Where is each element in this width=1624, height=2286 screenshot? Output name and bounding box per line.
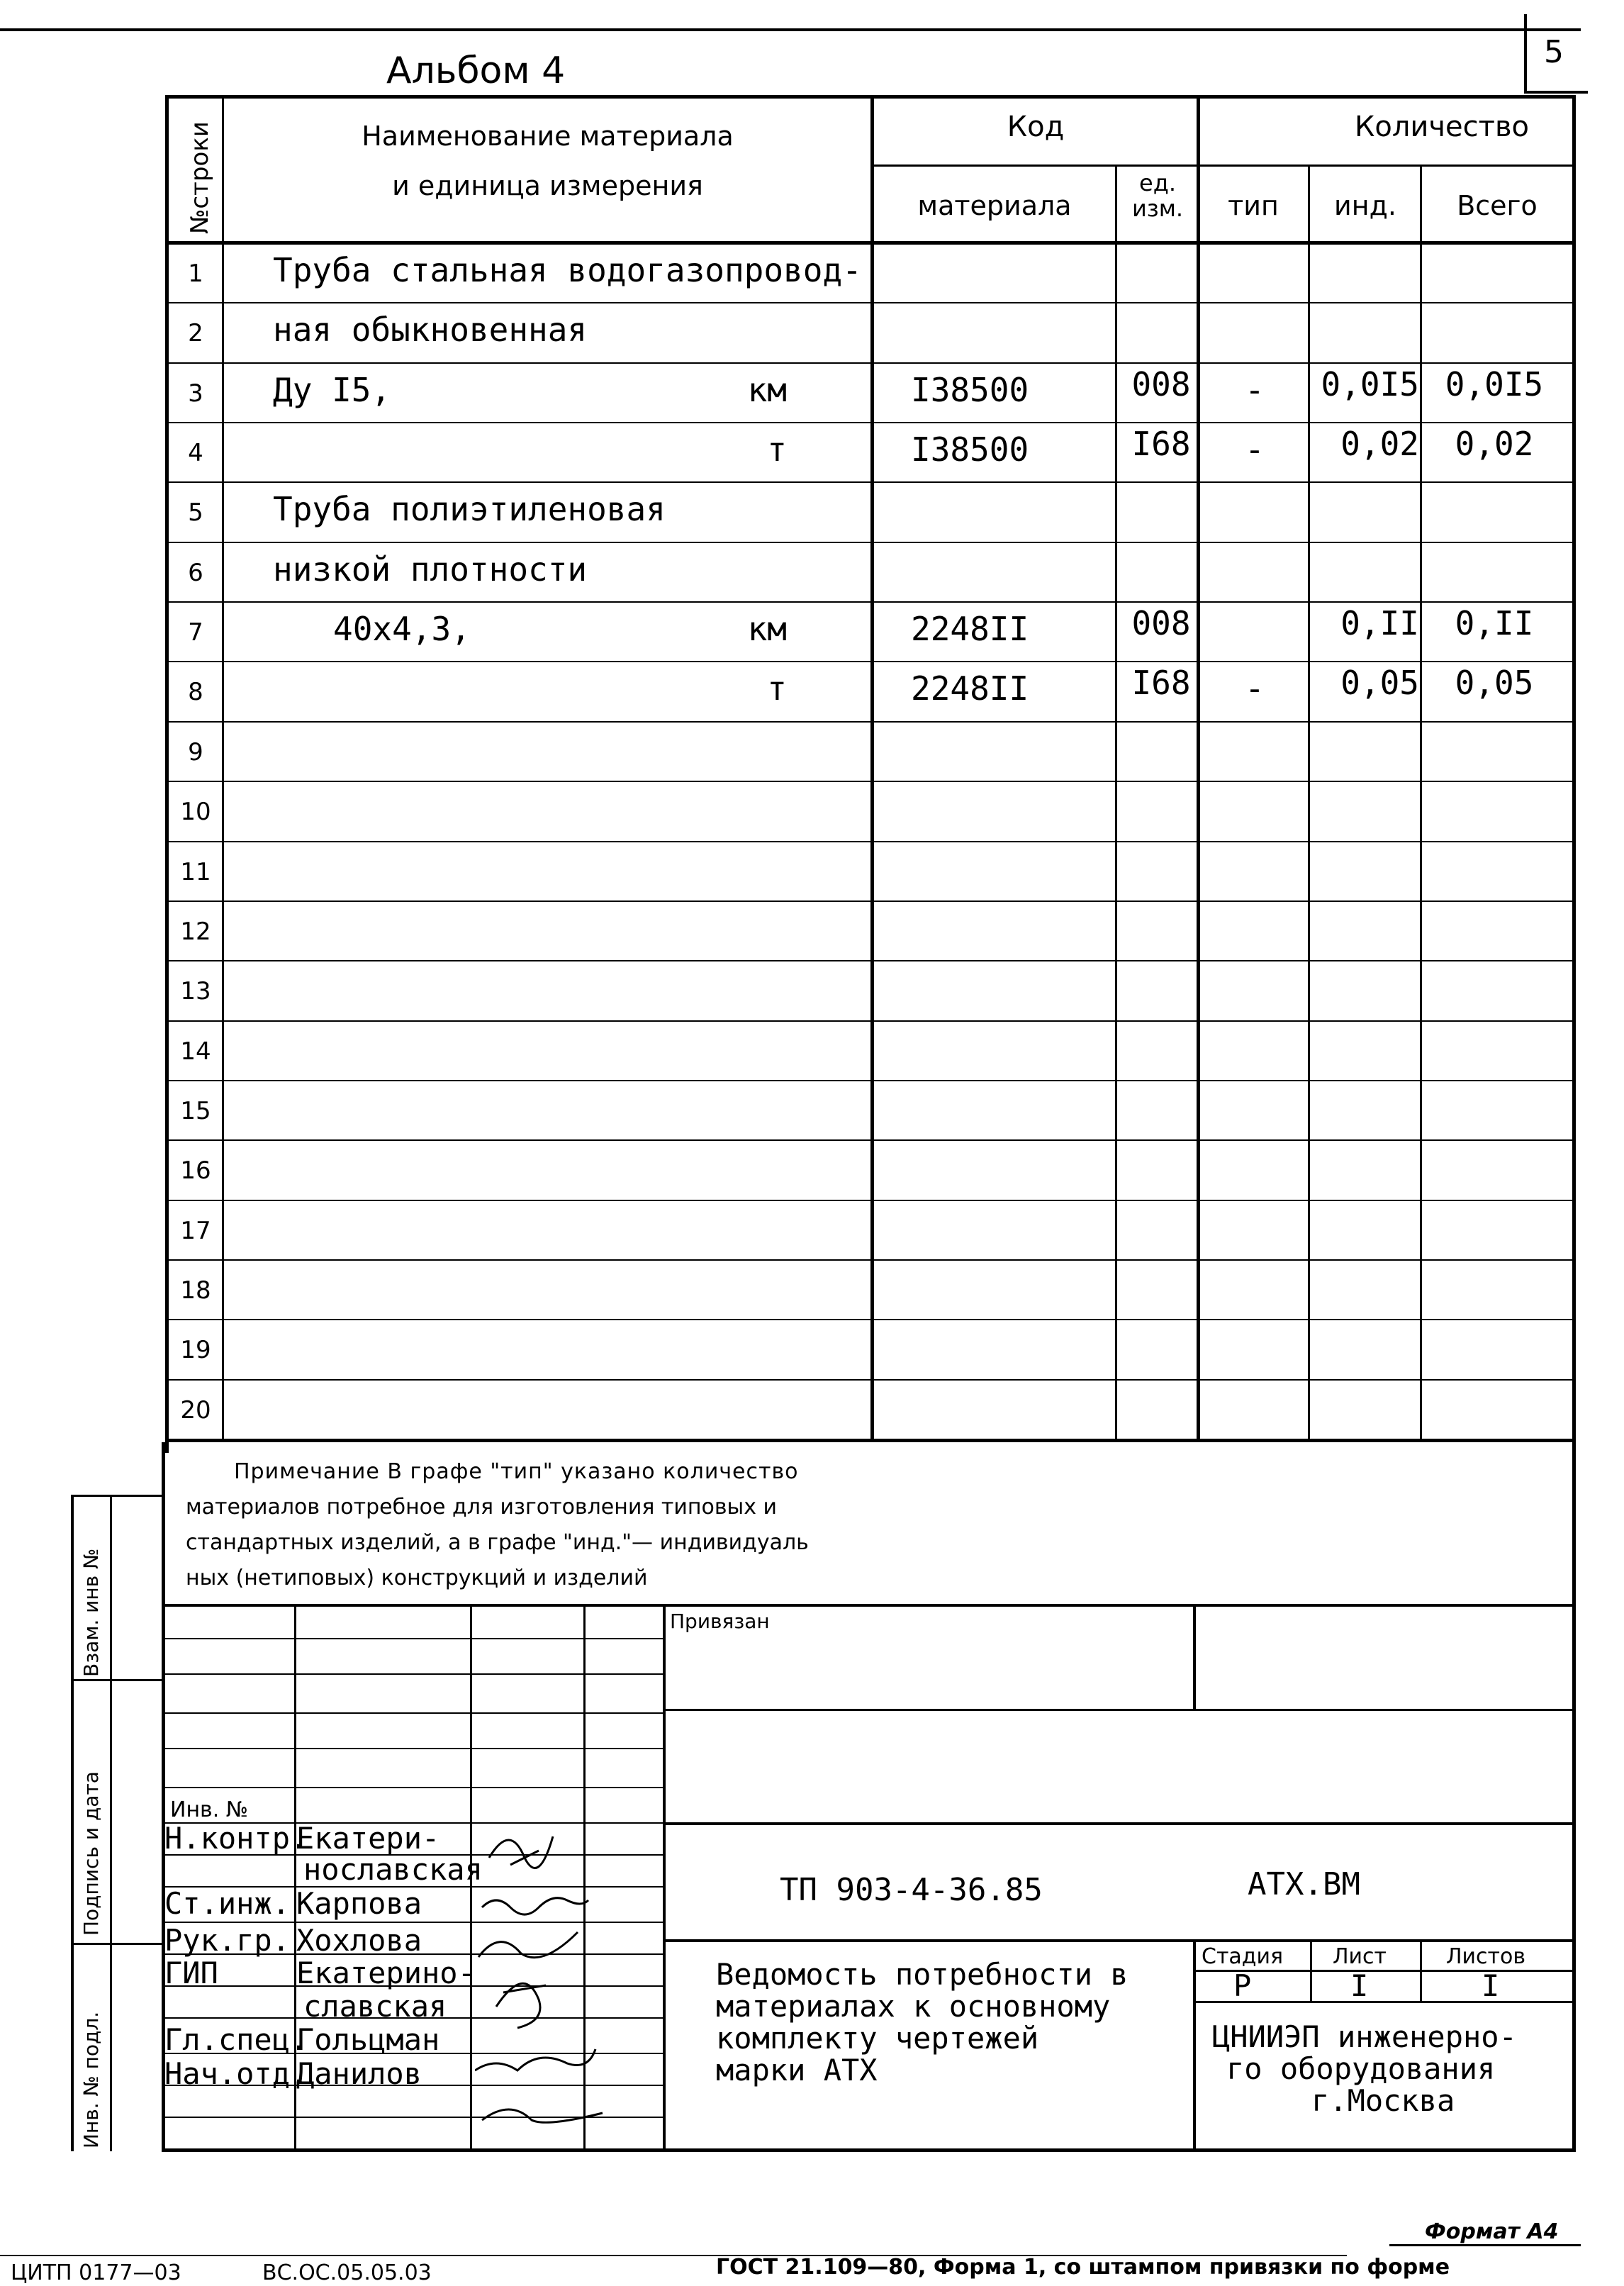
- row-divider: [165, 362, 1576, 364]
- table-left: [165, 95, 169, 1453]
- row-number: 17: [180, 1217, 211, 1245]
- footer-gost: ГОСТ 21.109—80, Форма 1, со штампом привязки по форме: [716, 2255, 1450, 2280]
- row-name: низкой плотности: [273, 550, 588, 589]
- row-divider: [165, 721, 1576, 723]
- sheets-value: I: [1482, 1968, 1500, 2003]
- org-line2: го оборудования: [1226, 2051, 1496, 2086]
- row-divider: [165, 542, 1576, 543]
- row-name: Ду I5,: [273, 371, 391, 409]
- stage-col2: [1420, 1939, 1422, 2002]
- row-ind: 0,0I5: [1321, 365, 1419, 403]
- row-code: I38500: [911, 371, 1029, 409]
- note-line1: Примечание В графе "тип" указано количество: [234, 1459, 799, 1484]
- stage-col1: [1310, 1939, 1312, 2002]
- role-person: Екатери-: [296, 1821, 440, 1856]
- row-number: 7: [188, 618, 203, 647]
- title-line4: марки АТХ: [716, 2053, 878, 2087]
- row-name: ная обыкновенная: [273, 311, 588, 349]
- footer-left2: ВС.ОС.05.05.03: [262, 2260, 432, 2285]
- title-line2: материалах к основному: [716, 1989, 1111, 2024]
- row-type: -: [1245, 430, 1265, 469]
- row-number: 1: [188, 260, 203, 288]
- sheet-number-box-bottom: [1524, 91, 1588, 94]
- row-name: 40х4,3,: [333, 610, 471, 648]
- side-strip-left: [71, 1495, 74, 2151]
- role-person: Хохлова: [296, 1923, 422, 1958]
- row-name: Труба стальная водогазопровод-: [273, 251, 862, 289]
- row-code: I38500: [911, 430, 1029, 469]
- header-row-no: №строки: [186, 121, 214, 234]
- header-unit: ед. изм.: [1131, 169, 1184, 222]
- footer-rule-right: [1389, 2244, 1581, 2246]
- row-divider: [165, 960, 1576, 961]
- row-divider: [165, 1319, 1576, 1320]
- header-total: Всего: [1457, 190, 1538, 221]
- sig-row-divider: [162, 1638, 665, 1639]
- row-divider: [165, 841, 1576, 842]
- row-number: 6: [188, 559, 203, 587]
- row-number: 4: [188, 439, 203, 467]
- side-strip-div1: [71, 1679, 165, 1681]
- col-type: [1308, 165, 1310, 1441]
- side-label-podpis: Подпись и дата: [79, 1771, 103, 1936]
- row-total: 0,II: [1455, 604, 1534, 642]
- row-ind: 0,02: [1340, 425, 1419, 463]
- signatures-image: [475, 1815, 673, 2148]
- row-number: 12: [180, 918, 211, 946]
- doc-code: ТП 903-4-36.85: [780, 1872, 1043, 1908]
- col-ind: [1420, 165, 1422, 1441]
- header-mid: [870, 165, 1574, 167]
- row-total: 0,0I5: [1445, 365, 1544, 403]
- col-unit: [1197, 95, 1200, 1442]
- row-number: 14: [180, 1037, 211, 1066]
- row-ind: 0,II: [1340, 604, 1419, 642]
- role-person: нославская: [303, 1852, 483, 1887]
- role-title: ГИП: [164, 1956, 218, 1990]
- side-label-inv-podl: Инв. № подл.: [79, 2011, 103, 2148]
- role-person: Гольцман: [296, 2022, 440, 2057]
- row-ind: 0,05: [1340, 664, 1419, 702]
- sheet-value: I: [1350, 1968, 1369, 2003]
- header-type: тип: [1228, 190, 1279, 221]
- stage-value: Р: [1233, 1968, 1252, 2003]
- row-divider: [165, 481, 1576, 483]
- row-number: 2: [188, 319, 203, 347]
- sig-row-divider: [162, 1787, 665, 1788]
- row-unit-code: I68: [1131, 425, 1191, 463]
- row-divider: [165, 901, 1576, 902]
- header-material: материала: [917, 190, 1072, 221]
- row-divider: [165, 1200, 1576, 1201]
- row-number: 20: [180, 1396, 211, 1424]
- row-number: 15: [180, 1097, 211, 1125]
- role-person: Данилов: [296, 2056, 422, 2091]
- row-number: 3: [188, 379, 203, 408]
- note-line2: материалов потребное для изготовления типовых и: [186, 1495, 778, 1520]
- sheet-number-box-left: [1524, 14, 1527, 92]
- side-strip-div2: [71, 1943, 165, 1945]
- row-number: 10: [180, 798, 211, 826]
- row-unit-name: т: [767, 669, 787, 708]
- row-unit-code: I68: [1131, 664, 1191, 702]
- header-name-line2: и единица измерения: [392, 170, 703, 201]
- sheet-number: 5: [1544, 34, 1564, 70]
- top-border: [0, 28, 1581, 31]
- row-unit-code: 008: [1131, 365, 1191, 403]
- side-strip-inner: [110, 1495, 112, 2151]
- role-title: Нач.отд.: [164, 2056, 308, 2091]
- role-person: Карпова: [296, 1886, 422, 1921]
- privyazan-label: Привязан: [670, 1610, 770, 1633]
- note-line3: стандартных изделий, а в графе "инд."— индивидуаль: [186, 1530, 809, 1555]
- row-number: 8: [188, 678, 203, 706]
- row-unit-name: км: [747, 371, 787, 409]
- header-quantity: Количество: [1354, 111, 1529, 143]
- row-divider: [165, 1020, 1576, 1022]
- header-ind: инд.: [1334, 190, 1396, 221]
- album-label: Альбом 4: [386, 50, 566, 92]
- doc-mark: АТХ.ВМ: [1248, 1866, 1360, 1902]
- row-divider: [165, 1139, 1576, 1141]
- row-number: 19: [180, 1336, 211, 1364]
- sig-row-divider: [162, 1673, 665, 1675]
- stage-header: Стадия: [1202, 1944, 1284, 1969]
- row-number: 18: [180, 1276, 211, 1305]
- row-divider: [165, 1080, 1576, 1081]
- row-number: 13: [180, 977, 211, 1005]
- sig-row-divider: [162, 1748, 665, 1749]
- header-code: Код: [1007, 111, 1065, 143]
- footer-left1: ЦИТП 0177—03: [11, 2260, 181, 2285]
- row-divider: [165, 661, 1576, 662]
- title-line3: комплекту чертежей: [716, 2021, 1039, 2056]
- row-code: 2248II: [911, 610, 1029, 648]
- code-row-bottom: [663, 1939, 1576, 1942]
- note-line4: ных (нетиповых) конструкций и изделий: [186, 1566, 648, 1590]
- row-number: 11: [180, 858, 211, 886]
- sheets-header: Листов: [1446, 1944, 1526, 1969]
- col-name: [870, 95, 874, 1442]
- role-person: славская: [303, 1989, 447, 2024]
- row-type: -: [1245, 669, 1265, 708]
- col-material: [1115, 165, 1117, 1441]
- org-line1: ЦНИИЭП инженерно-: [1212, 2019, 1517, 2054]
- side-label-vzam: Взам. инв №: [79, 1548, 103, 1677]
- side-strip-top: [71, 1495, 165, 1497]
- row-unit-name: т: [767, 430, 787, 469]
- stamp-bottom: [162, 2148, 1576, 2152]
- sheet-header: Лист: [1333, 1944, 1387, 1969]
- row-number: 5: [188, 498, 203, 527]
- row-number: 16: [180, 1156, 211, 1185]
- row-unit-name: км: [747, 610, 787, 648]
- row-divider: [165, 1259, 1576, 1261]
- inv-no-label: Инв. №: [170, 1797, 249, 1822]
- row-type: -: [1245, 371, 1265, 409]
- header-name-line1: Наименование материала: [362, 121, 734, 152]
- row-number: 9: [188, 738, 203, 766]
- format-label: Формат А4: [1425, 2219, 1559, 2244]
- table-right: [1572, 95, 1576, 2151]
- privyazan-divider: [1193, 1604, 1196, 1710]
- role-title: Рук.гр.: [164, 1923, 291, 1958]
- row-divider: [165, 422, 1576, 423]
- stamp-top: [162, 1604, 1576, 1607]
- role-title: Гл.спец.: [164, 2022, 308, 2057]
- row-total: 0,05: [1455, 664, 1534, 702]
- sig-row-divider: [162, 1712, 665, 1714]
- row-name: Труба полиэтиленовая: [273, 490, 666, 528]
- role-person: Екатерино-: [296, 1956, 476, 1990]
- role-title: Ст.инж.: [164, 1886, 291, 1921]
- row-divider: [165, 601, 1576, 603]
- row-unit-code: 008: [1131, 604, 1191, 642]
- privyazan-bottom: [663, 1709, 1576, 1711]
- code-row-top: [663, 1822, 1576, 1825]
- row-divider: [165, 1379, 1576, 1381]
- row-code: 2248II: [911, 669, 1029, 708]
- row-divider: [165, 302, 1576, 303]
- role-title: Н.контр.: [164, 1821, 308, 1856]
- row-divider: [165, 781, 1576, 782]
- org-line3: г.Москва: [1311, 2083, 1455, 2118]
- title-line1: Ведомость потребности в: [716, 1957, 1129, 1992]
- row-total: 0,02: [1455, 425, 1534, 463]
